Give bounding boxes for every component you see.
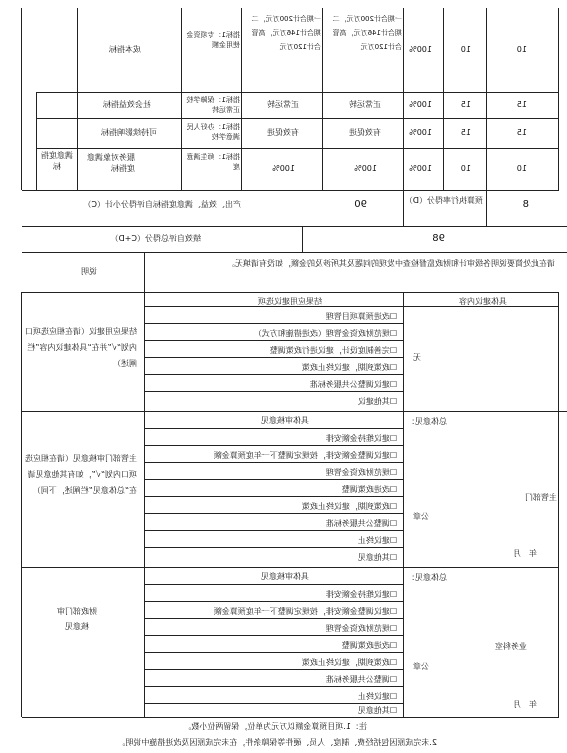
- subtotal-value: 90: [354, 199, 367, 210]
- finance-option-maintain[interactable]: ☐建议维持金额安排: [325, 590, 397, 599]
- suggestion-content-header: 具体建议内容: [459, 297, 507, 306]
- finance-overall-label[interactable]: 总体意见：: [407, 573, 447, 582]
- cost-metric: 指标1：专项资金使用金额: [186, 31, 240, 49]
- department-overall-label[interactable]: 总体意见：: [407, 417, 447, 426]
- total-score-label: 绩效自评总得分（C+D）: [110, 234, 201, 243]
- social-benefit-score: 15: [516, 100, 527, 109]
- suggestion-option-header: 结果应用建议选项: [258, 297, 322, 306]
- service-satisfaction-category: 服务对象满意度指标: [87, 153, 135, 173]
- budget-execution-score: 8: [522, 199, 529, 210]
- sustainability-actual: 有效促进: [349, 128, 381, 137]
- social-benefit-completion: 100%: [409, 100, 432, 109]
- finance-review-label: 财政部门审核意见: [57, 607, 97, 631]
- suggestion-option-fund-management[interactable]: ☐规范财政资金管理（改进措施和方式）: [253, 329, 397, 338]
- suggestion-content[interactable]: 无: [413, 353, 421, 362]
- social-benefit-target: 正常运转: [267, 100, 299, 109]
- finance-option-terminate[interactable]: ☐建议终止: [357, 692, 397, 701]
- finance-review-header: 具体审核意见: [261, 572, 309, 581]
- service-satisfaction-score: 10: [516, 164, 527, 173]
- cost-target: 一期合计200万元，二期合计146万元，高管合计120万元: [251, 15, 321, 51]
- cost-category: 成本指标: [109, 45, 141, 54]
- department-option-maintain[interactable]: ☐建议维持金额安排: [325, 434, 397, 443]
- suggestion-option-terminate-policy[interactable]: ☐政策到期，建议终止政策: [301, 363, 397, 372]
- finance-seal-label: 业务科室: [495, 642, 527, 651]
- suggestion-option-policy-adjustment[interactable]: ☐完善制度设计，建议进行政策调整: [269, 346, 397, 355]
- service-satisfaction-metric: 指标1：师生满意度: [186, 153, 240, 171]
- finance-option-service-standard[interactable]: ☐调整公共服务标准: [325, 675, 397, 684]
- finance-date: 年 月: [513, 700, 537, 709]
- finance-stamp-label: 公章: [413, 662, 429, 671]
- department-seal-label: 主管部门: [525, 493, 557, 502]
- department-option-terminate[interactable]: ☐建议终止: [357, 536, 397, 545]
- notes-text: 请在此处简要说明各级审计和财政监督检查中发现的问题及其所涉及的金额，如没有请填无。: [227, 259, 555, 268]
- suggestion-option-service-standard[interactable]: ☐建议调整公共服务标准: [309, 380, 397, 389]
- department-option-other[interactable]: ☐其他意见: [357, 553, 397, 562]
- cost-weight: 10: [460, 45, 471, 54]
- social-benefit-metric: 指标1：保障学校正常运转: [186, 96, 240, 114]
- cost-completion: 100%: [409, 45, 432, 54]
- satisfaction-group-label: 满意度指标: [41, 151, 73, 171]
- sustainability-weight: 15: [460, 128, 471, 137]
- suggestion-label: 结果应用建议（请在相应选项口内划“√”并在“具体建议内容”栏阐述）: [25, 327, 137, 368]
- budget-execution-label: 预算执行率得分（D）: [404, 196, 483, 205]
- finance-option-terminate-policy[interactable]: ☐政策到期，建议终止政策: [301, 658, 397, 667]
- service-satisfaction-target: 100%: [272, 164, 295, 173]
- department-option-terminate-policy[interactable]: ☐政策到期，建议终止政策: [301, 502, 397, 511]
- finance-option-policy-adjustment[interactable]: ☐改进政策调整: [341, 641, 397, 650]
- sustainability-target: 有效促进: [267, 128, 299, 137]
- department-option-adjust[interactable]: ☐建议调整金额安排，按规定调整下一年度预算金额: [213, 451, 397, 460]
- department-stamp-label: 公章: [413, 512, 429, 521]
- total-score-value: 98: [432, 233, 445, 244]
- footnote-2: 2.未完成原因包括经费、制度、人员、硬件等保障条件，在未完成原因及改进措施中说明。: [117, 738, 437, 747]
- department-option-policy-adjustment[interactable]: ☐改进政策调整: [341, 485, 397, 494]
- notes-label: 说明: [81, 267, 97, 276]
- suggestion-option-budget-management[interactable]: ☐改进预算项目管理: [325, 312, 397, 321]
- department-date: 年 月: [513, 549, 537, 558]
- sustainability-category: 可持续影响指标: [101, 128, 157, 137]
- social-benefit-actual: 正常运转: [349, 100, 381, 109]
- sustainability-score: 15: [516, 128, 527, 137]
- suggestion-option-other[interactable]: ☐其他建议: [357, 397, 397, 406]
- department-review-header: 具体审核意见: [261, 416, 309, 425]
- sustainability-completion: 100%: [409, 128, 432, 137]
- service-satisfaction-completion: 100%: [409, 164, 432, 173]
- subtotal-label: 产出、效益、满意度指标自评得分小计（C）: [83, 200, 241, 209]
- service-satisfaction-actual: 100%: [354, 164, 377, 173]
- sustainability-metric: 指标1：办好人民满意学校: [186, 123, 240, 141]
- social-benefit-weight: 15: [460, 100, 471, 109]
- social-benefit-category: 社会效益指标: [103, 100, 151, 109]
- finance-option-other[interactable]: ☐其他意见: [357, 706, 397, 715]
- department-review-label: 主管部门审核意见（请在相应选项口内划“√”，如有其他意见请在“总体意见”栏阐述，下同）: [25, 454, 137, 495]
- cost-score: 10: [516, 45, 527, 54]
- cost-actual: 一期合计200万元，二期合计146万元，高管合计120万元: [332, 15, 402, 51]
- footnote-1: 注：1.项目预算金额以万元为单位，保留两位小数。: [183, 722, 367, 731]
- service-satisfaction-weight: 10: [460, 164, 471, 173]
- department-option-fund-management[interactable]: ☐规范财政资金管理: [325, 468, 397, 477]
- department-option-service-standard[interactable]: ☐调整公共服务标准: [325, 519, 397, 528]
- finance-option-fund-management[interactable]: ☐规范财政资金管理: [325, 624, 397, 633]
- finance-option-adjust[interactable]: ☐建议调整金额安排，按规定调整下一年度预算金额: [213, 607, 397, 616]
